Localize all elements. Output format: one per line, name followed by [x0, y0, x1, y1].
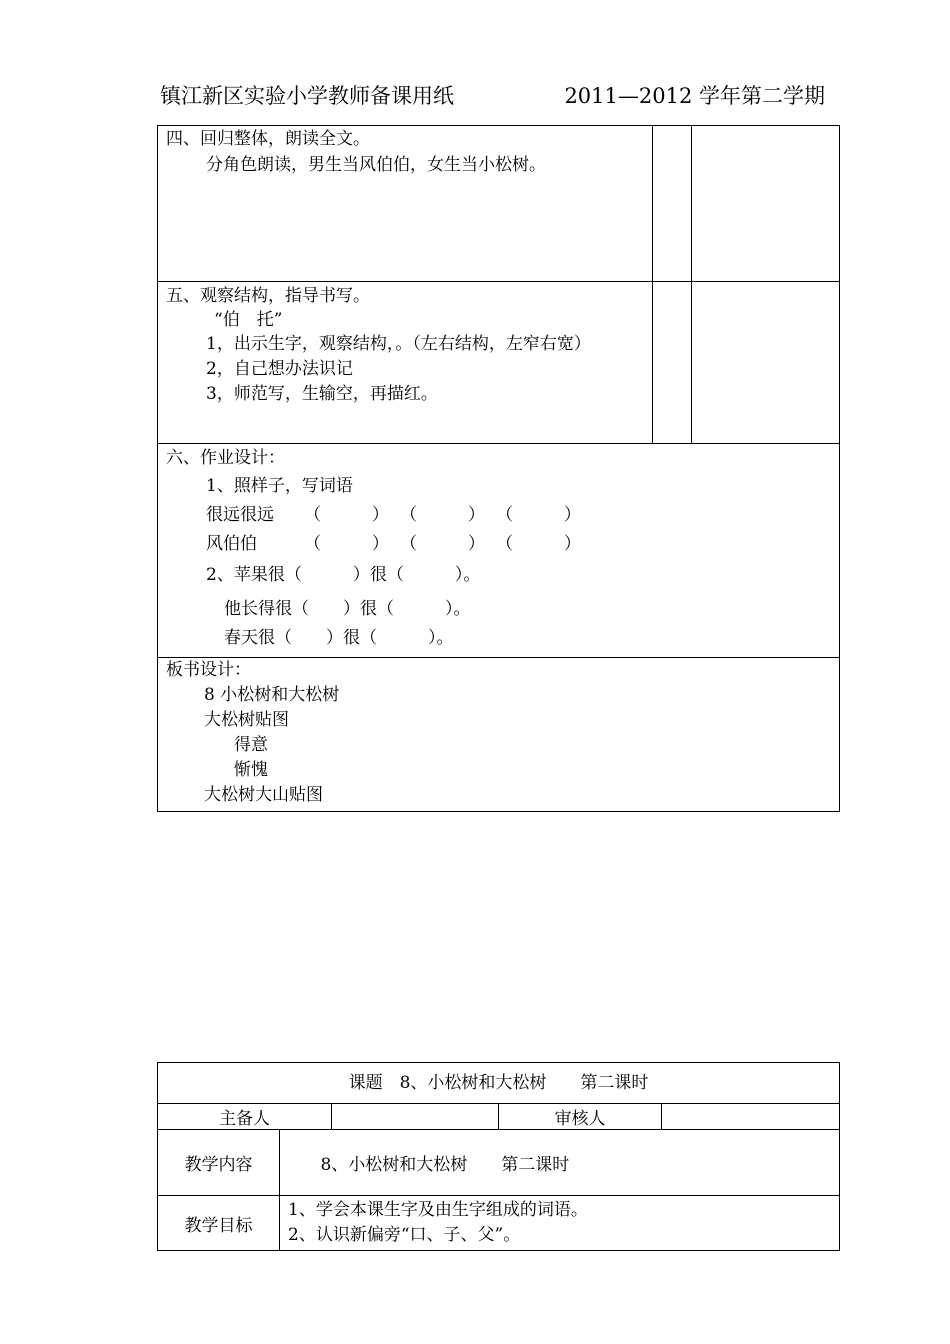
homework-row1-blank-3: （ ） — [496, 505, 581, 525]
board-line-2: 大松树贴图 — [204, 710, 289, 730]
goal-line-1: 1、学会本课生字及由生字组成的词语。 — [288, 1200, 588, 1220]
homework-row2-blank-2: （ ） — [400, 534, 485, 554]
section-6-cell — [158, 444, 840, 658]
section-4-text: 分角色朗读，男生当风伯伯，女生当小松树。 — [206, 155, 546, 175]
homework-row1-blank-2: （ ） — [400, 505, 485, 525]
topic-cell — [158, 1063, 840, 1104]
section-4-row — [158, 126, 840, 282]
section-4-cell — [158, 126, 653, 282]
lesson-topic: 课题 8、小松树和大松树 第二课时 — [348, 1073, 649, 1093]
goal-value-cell — [280, 1196, 840, 1251]
homework-q2-a: 2、苹果很（ ）很（ ）。 — [206, 565, 481, 585]
homework-row2-word: 风伯伯 — [206, 534, 257, 554]
section-6-title: 六、作业设计： — [166, 448, 285, 468]
section-5-step-3: 3，师范写，生输空，再描红。 — [206, 384, 438, 404]
homework-q2-c: 春天很（ ）很（ ）。 — [224, 628, 454, 648]
section-4-col3 — [692, 126, 840, 282]
preparer-label: 主备人 — [219, 1109, 270, 1129]
school-title: 镇江新区实验小学教师备课用纸 — [160, 84, 454, 108]
content-label: 教学内容 — [184, 1155, 253, 1175]
goal-line-2: 2、认识新偏旁“口、子、父”。 — [288, 1225, 521, 1245]
homework-q1: 1、照样子，写词语 — [206, 476, 353, 496]
preparer-value-cell — [332, 1104, 499, 1130]
content-label-cell — [158, 1130, 280, 1196]
lesson-plan-table — [157, 125, 840, 812]
board-line-1: 8 小松树和大松树 — [204, 685, 340, 705]
reviewer-label-cell — [499, 1104, 662, 1130]
section-5-step-2: 2，自己想办法识记 — [206, 359, 353, 379]
section-5-step-1: 1，出示生字，观察结构，。（左右结构，左窄右宽） — [206, 334, 591, 354]
homework-row2-blank-1: （ ） — [304, 534, 389, 554]
content-value: 8、小松树和大松树 第二课时 — [320, 1155, 570, 1175]
lesson-2-table — [157, 1062, 840, 1251]
section-5-cell — [158, 282, 653, 444]
goal-label: 教学目标 — [184, 1215, 253, 1236]
topic-row — [158, 1063, 840, 1104]
section-5-chars: “伯 托” — [214, 310, 283, 330]
homework-row1-word: 很远很远 — [206, 505, 274, 525]
section-5-col2 — [653, 282, 692, 444]
homework-row1-blank-1: （ ） — [304, 505, 389, 525]
content-row — [158, 1130, 840, 1196]
reviewer-label: 审核人 — [554, 1109, 606, 1129]
section-5-col3 — [692, 282, 840, 444]
reviewer-value-cell — [662, 1104, 840, 1130]
preparer-label-cell — [158, 1104, 332, 1130]
people-row — [158, 1104, 840, 1130]
term-label: 2011—2012 学年第二学期 — [564, 84, 825, 108]
homework-row2-blank-3: （ ） — [496, 534, 581, 554]
board-design-title: 板书设计： — [166, 660, 251, 680]
board-design-row — [158, 658, 840, 812]
board-design-cell — [158, 658, 840, 812]
board-line-3: 得意 — [234, 735, 268, 755]
section-4-col2 — [653, 126, 692, 282]
content-value-cell — [280, 1130, 840, 1196]
section-5-row — [158, 282, 840, 444]
homework-q2-b: 他长得很（ ）很（ ）。 — [224, 599, 471, 619]
page-header — [160, 80, 825, 108]
section-6-row — [158, 444, 840, 658]
board-line-5: 大松树大山贴图 — [204, 785, 323, 805]
goal-label-cell — [158, 1196, 280, 1251]
board-line-4: 惭愧 — [234, 760, 268, 780]
section-5-title: 五、观察结构，指导书写。 — [166, 286, 370, 306]
section-4-title: 四、回归整体，朗读全文。 — [166, 129, 370, 149]
goal-row — [158, 1196, 840, 1251]
